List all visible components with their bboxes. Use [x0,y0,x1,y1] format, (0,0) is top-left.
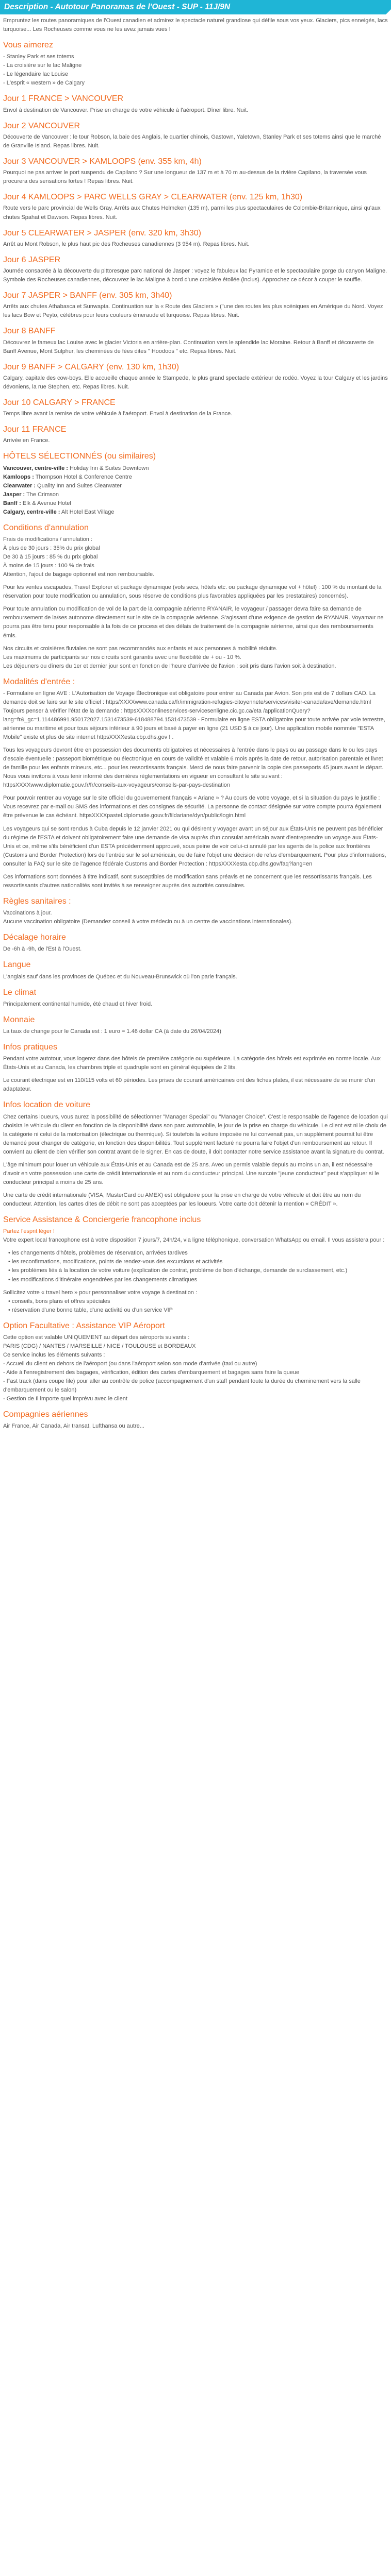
hotel-item [3,508,388,517]
hotel-item [3,473,388,482]
highlights-list [3,53,388,88]
climate-heading: Le climat [3,988,37,997]
day-1-heading: Jour 1 FRANCE > VANCOUVER [3,94,124,104]
vip-line: Ce service inclus les éléments suivants : [3,1352,105,1358]
day-3-text: Pourquoi ne pas arriver le port suspendu de Capilano ? Sur une longueur de 137 m et à 70 m au-dessus de la rivière Capilano, la traversée vous procurera des sensations fortes ! Repas libres. Nuit. [3,170,367,185]
highlights-heading: Vous aimerez [3,41,53,50]
fee-line: De 30 à 15 jours : 85 % du prix global [3,554,98,561]
entry-forms-text: - Formulaire en ligne AVE : L'Autorisation de Voyage Électronique est obligatoire pour entrer au Canada par Avion. Son prix est de 7 dollars CAD. La demande doit se faire sur le site officiel : https/XXXXwww.canada.ca/fr/immigration-refugies-citoyennete/services/visiter-canada/ave/demande.html Toujours penser à vérifier l'état de la demande : httpsXXXXonlineservices-servicesenligne.cic.gc.ca/eta /applicationQuery?lang=fr&_gc=1.114486991.950172027.1531473539-618488794.1531473539 - Formulaire en ligne ESTA obligatoire pour toute arrivée par voie terrestre, aérienne ou maritime et pour tous séjours inférieur à 90 jours et basé à payer en ligne (21 USD $ à ce jour). Une application mobile nommée "ESTA Mobile" existe et plus de site internet httpsXXXXesta.cbp.dhs.gov ! . [3,690,385,741]
hotel-city: Jasper : [3,491,25,498]
day-3-heading: Jour 3 VANCOUVER > KAMLOOPS (env. 355 km, 4h) [3,157,202,166]
day-8-text: Découvrez le fameux lac Louise avec le glacier Victoria en arrière-plan. Continuation vers le splendide lac Moraine. Retour à Banff et découverte de Banff Avenue, Mont Sulphur, les cheminées de fées dites " Hoodoos " etc. Repas libres. Nuit. [3,339,374,354]
entry-heading: Modalités d'entrée : [3,677,75,686]
language-heading: Langue [3,960,31,970]
car-rental-heading: Infos location de voiture [3,1100,90,1110]
cancellation-heading: Conditions d'annulation [3,523,89,532]
fee-line: À moins de 15 jours : 100 % de frais [3,563,94,569]
car-age-text: L'âge minimum pour louer un véhicule aux États-Unis et au Canada est de 25 ans. Avec un permis valable depuis au moins un an, il est nécessaire d'avoir en votre possession une carte de crédit internationale et au nom du conducteur principal. Une surcote "jeune conducteur" peut s'appliquer si le conducteur principal a moins de 25 ans. [3,1161,379,1185]
vip-line: PARIS (CDG) / NANTES / MARSEILLE / NICE / TOULOUSE et BORDEAUX [3,1343,196,1349]
hotel-name: Elk & Avenue Hotel [22,500,71,506]
cancellation-fees [3,535,388,579]
currency-heading: Monnaie [3,1015,35,1024]
hotel-name: The Crimson [26,491,59,498]
timezone-text: De -6h à -9h, de l'Est à l'Ouest. [3,946,82,953]
fee-line: Attention, l'ajout de bagage optionnel est non remboursable. [3,571,155,578]
day-5-text: Arrêt au Mont Robson, le plus haut pic des Rocheuses canadiennes (3 954 m). Repas libres. Nuit. [3,241,250,247]
hotel-name: Thompson Hotel & Conference Centre [35,473,132,480]
hotels-list [3,464,388,517]
day-2-text: Découverte de Vancouver : le tour Robson, la baie des Anglais, le quartier chinois, Gastown, Yaletown, Stanley Park et ses totems ainsi que le marché de Granville Island. Repas libres. Nuit. [3,133,381,149]
list-item: • réservation d'une bonne table, d'une activité ou d'un service VIP [8,1306,388,1315]
climate-text: Principalement continental humide, été chaud et hiver froid. [3,1001,153,1007]
intro-text: Empruntez les routes panoramiques de l'Ouest canadien et admirez le spectacle naturel grandiose qui défile sous vos yeux. Glaciers, pics enneigés, lacs turquoise... Les Rocheuses comme vous ne les avez jamais vues ! [3,18,388,33]
health-heading: Règles sanitaires : [3,896,71,906]
day-7-heading: Jour 7 JASPER > BANFF (env. 305 km, 3h40) [3,291,172,300]
vip-heading: Option Facultative : Assistance VIP Aéroport [3,1321,165,1330]
cancellation-ryanair-text: Pour toute annulation ou modification de vol de la part de la compagnie aérienne RYANAIR, le voyageur / passager devra faire sa demande de remboursement de la/ses autonome directement sur le site de la compagnie aérienne. S'agissant d'une exigence de gestion de RYANAIR. Voyamaır ne pourra pas être tenu pour responsable à la fois de ce process et des délais de traitement de la compagnie aérienne, ainsi que des remboursements émis. [3,606,384,639]
cancellation-packages-text: Pour les ventes escapades, Travel Explorer et package dynamique (vols secs, hôtels etc. ou package dynamique vol + hôtel) : 100 % du montant de la réservation pour toute modification ou annulation, sous réserve de conditions plus favorables appliquées par les prestataires) concernés). [3,584,382,600]
vip-block [3,1333,388,1403]
entry-disclaimer-text: Ces informations sont données à titre indicatif, sont susceptibles de modification sans préavis et ne concernent que les ressortissants français. Les ressortissants d'autres nationalités sont invités à se renseigner auprès des autorités consulaires. [3,873,372,889]
currency-text: La taux de change pour le Canada est : 1 euro = 1.46 dollar CA (à date du 26/04/2024) [3,1028,221,1035]
list-item: • conseils, bons plans et offres spéciales [8,1297,388,1306]
vip-line: - Aide à l'enregistrement des bagages, vérification, édition des cartes d'embarquement et bagages sans faire la queue [3,1369,300,1376]
car-credit-card-text: Une carte de crédit internationale (VISA, MasterCard ou AMEX) est obligatoire pour la prise en charge de votre véhicule et doit être au nom du conducteur. Attention, les cartes dites de débit ne sont pas acceptées par les loueurs. Votre carte doit détenir la mention « CRÉDIT ». [3,1192,361,1208]
timezone-heading: Décalage horaire [3,933,66,942]
day-5-heading: Jour 5 CLEARWATER > JASPER (env. 320 km, 3h30) [3,228,201,238]
day-6-text: Journée consacrée à la découverte du pittoresque parc national de Jasper : voyez le fabuleux lac Pyramide et le spectaculaire gorge du canyon Maligne. Symbole des Rocheuses canadiennes, découvrez le lac Maligne à bord d'une croisière étoilée (inclus). Approchez ce décor à couper le souffle. [3,267,387,283]
list-item: • les modifications d'itinéraire engendrées par les changements climatiques [8,1276,388,1284]
hotel-item [3,464,388,473]
day-6-heading: Jour 6 JASPER [3,255,61,264]
day-9-heading: Jour 9 BANFF > CALGARY (env. 130 km, 1h30) [3,362,180,371]
page-banner [0,0,391,14]
hotel-city: Clearwater : [3,482,36,489]
hotel-city: Kamloops : [3,473,34,480]
service-heading: Service Assistance & Conciergerie francophone inclus [3,1215,201,1225]
cancellation-notes [3,645,388,671]
hotel-city: Calgary, centre-ville : [3,509,60,515]
vip-line: - Gestion de Il importe quel imprévu avec le client [3,1396,127,1402]
day-2-heading: Jour 2 VANCOUVER [3,121,80,130]
note-line: Les maximums de participants sur nos circuits sont garantis avec une flexibilité de + ou - 10 %. [3,654,241,660]
day-9-text: Calgary, capitale des cow-boys. Elle accueille chaque année le Stampede, le plus grand spectacle extérieur de rodéo. Voyez la tour Calgary et les jardins dévoniens, la rue Stephen, etc. Repas libres. Nuit. [3,375,388,390]
entry-cuba-text: Les voyageurs qui se sont rendus à Cuba depuis le 12 janvier 2021 ou qui désirent y voyager avant un séjour aux États-Unis ne peuvent pas bénéficier du régime de l'ESTA et doivent obligatoirement faire une demande de visa auprès d'un consulat américain avant d'entreprendre un voyage aux États-Unis et ce, même s'ils bénéficient d'un ESTA précédemment approuvé, sous peine de voir celui-ci annulé par les agents de la police aux frontières (Customs and Border Protection) lors de l'entrée sur le sol américain, ou de faire l'objet une décision de refus d'embarquement. Pour plus d'informations, consulter la FAQ sur le site de l'agence fédérale Customs and Border Protection : httpsXXXXesta.cbp.dhs.gov/faq?lang=en [3,825,386,867]
list-item: • les problèmes liés à la location de votre voiture (explication de contrat, problème de bon d'échange, demande de surclassement, etc.) [8,1266,388,1275]
entry-ariane-text: Pour pouvoir rentrer au voyage sur le site officiel du gouvernement français « Ariane » ? Au cours de votre voyage, et si la situation du pays le justifie : Vous recevrez par e-mail ou SMS des informations et des consignes de sécurité. La personne de contact désignée sur votre compte pourra également être prévenue le cas échéant. httpsXXXXpastel.diplomatie.gouv.fr/fildariane/dyn/public/login.html [3,795,382,819]
page-title: Description - Autotour Panoramas de l'Ouest - SUP - 11J/9N [4,2,231,11]
day-10-heading: Jour 10 CALGARY > FRANCE [3,398,116,407]
fee-line: À plus de 30 jours : 35% du prix global [3,545,100,552]
day-1-text: Envol à destination de Vancouver. Prise en charge de votre véhicule à l'aéroport. Dîner libre. Nuit. [3,107,249,113]
day-7-text: Arrêts aux chutes Athabasca et Sunwapta. Continuation sur la « Route des Glaciers » ("une des routes les plus scéniques en Amérique du Nord. Voyez les lacs Bow et Peyto, célèbres pour leurs couleurs émeraude et turquoise. Repas libres. Nuit. [3,303,383,319]
list-item: • les changements d'hôtels, problèmes de réservation, arrivées tardives [8,1249,388,1258]
health-line: Aucune vaccination obligatoire (Demandez conseil à votre médecin ou à un centre de vaccinations internationales). [3,919,293,925]
hotel-item [3,482,388,490]
practical-power-text: Le courant électrique est en 110/115 volts et 60 périodes. Les prises de courant américaines ont des fiches plates, il est nécessaire de se munir d'un adaptateur. [3,1077,376,1093]
practical-heading: Infos pratiques [3,1043,57,1052]
hotel-city: Banff : [3,500,21,506]
service-travel-hero-text: Sollicitez votre « travel hero » pour personnaliser votre voyage à destination : [3,1289,198,1296]
service-list-2 [3,1297,388,1315]
hotel-name: Holiday Inn & Suites Downtown [70,465,149,471]
service-list [3,1249,388,1284]
banner-corner-notch [386,9,391,14]
day-8-heading: Jour 8 BANFF [3,327,56,336]
day-4-heading: Jour 4 KAMLOOPS > PARC WELLS GRAY > CLEARWATER (env. 125 km, 1h30) [3,193,303,202]
day-10-text: Temps libre avant la remise de votre véhicule à l'aéroport. Envol à destination de la France. [3,411,233,417]
hotel-city: Vancouver, centre-ville : [3,465,68,471]
airlines-text: Air France, Air Canada, Air transat, Lufthansa ou autre... [3,1423,144,1430]
list-item: - L'esprit « western » de Calgary [3,80,85,87]
list-item: - Stanley Park et ses totems [3,54,74,60]
note-line: Les déjeuners ou dîners du 1er et dernier jour sont en fonction de l'heure d'arrivée de l'avion : soit pris dans l'avion soit à destination. [3,663,336,669]
language-text: L'anglais sauf dans les provinces de Québec et du Nouveau-Brunswick où l'on parle français. [3,973,237,980]
list-item: - La croisière sur le lac Maligne [3,62,82,69]
fee-line: Frais de modifications / annulation : [3,536,93,543]
vip-line: - Accueil du client en dehors de l'aéroport (ou dans l'aéroport selon son mode d'arrivée (taxi ou autre) [3,1361,257,1367]
main-content [0,14,391,1431]
service-subtitle: Partez l'esprit léger ! [3,1228,55,1235]
hotel-name: Quality Inn and Suites Clearwater [37,482,122,489]
day-11-text: Arrivée en France. [3,437,50,444]
hotel-item [3,490,388,499]
day-11-heading: Jour 11 FRANCE [3,425,67,434]
health-block [3,909,388,926]
health-line: Vaccinations à jour. [3,910,52,917]
car-manager-choice-text: Chez certains loueurs, vous aurez la possibilité de sélectionner "Manager Special" ou "Manager Choice". C'est le responsable de l'agence de location qui choisira le véhicule du client en fonction de la disponibilité dans son parc automobile, le jour de la prise en charge du véhicule. Le client est ni le choix de la catégorie ni celui de la motorisation (électrique ou thermique). Si toutefois la voiture imposée ne lui convenait pas, un supplément pourrait lui être demandé pour changer de catégorie, en fonction des disponibilités. Tout supplément facturé ne pourra faire l'objet d'un remboursement au retour. Il convient au client de bien vérifier son contrat avant de le signer. En cas de doute, il doit contacter notre service assistance avant la signature du contrat. [3,1113,388,1155]
airlines-heading: Compagnies aériennes [3,1410,88,1419]
hotel-name: Alt Hotel East Village [61,509,115,515]
list-item: • les reconfirmations, modifications, points de rendez-vous des excursions et activités [8,1258,388,1266]
day-4-text: Route vers le parc provincial de Wells Gray. Arrêts aux Chutes Helmcken (135 m), parmi les plus spectaculaires de Colombie-Britannique, ainsi qu'aux chutes Spahat et Dawson. Repas libres. Nuit. [3,205,381,221]
vip-line: Cette option est valable UNIQUEMENT au départ des aéroports suivants : [3,1334,190,1341]
service-intro-text: Votre expert local francophone est à votre disposition 7 jours/7, 24h/24, via ligne téléphonique, conversation WhatsApp ou email. Il vous assistera pour : [3,1237,385,1244]
vip-line: - Fast track (dans coupe file) pour aller au contrôle de police (accompagnement d'un staff pendant toute la durée du cheminement vers la salle d'embarquement ou le salon) [3,1378,361,1394]
entry-documents-text: Tous les voyageurs devront être en possession des documents obligatoires et nécessaires à l'entrée dans le pays ou au passage dans le ou les pays d'escale éventuelle : passeport biométrique ou électronique en cours de validité et valable 6 mois après la date de retour, autorisation parentale et livret de famille pour les enfants mineurs, etc... pour les ressortissants français. Merci de nous faire parvenir la copie des passeports 45 jours avant le départ. Nous vous invitons à vous tenir informé des dernières réglementations en vigueur en consultant le site suivant : httpsXXXXwww.diplomatie.gouv.fr/fr/conseils-aux-voyageurs/conseils-par-pays-destination [3,747,384,789]
list-item: - Le légendaire lac Louise [3,71,68,78]
note-line: Nos circuits et croisières fluviales ne sont pas recommandés aux enfants et aux personnes à mobilité réduite. [3,645,278,652]
hotel-item [3,499,388,508]
hotels-heading: HÔTELS SÉLECTIONNÉS (ou similaires) [3,452,156,461]
practical-hotels-text: Pendant votre autotour, vous logerez dans des hôtels de première catégorie ou supérieure. La catégorie des hôtels est exprimée en norme locale. Aux États-Unis et au Canada, les chambres triple et quadruple sont en général équipées de 2 lits. [3,1056,381,1071]
